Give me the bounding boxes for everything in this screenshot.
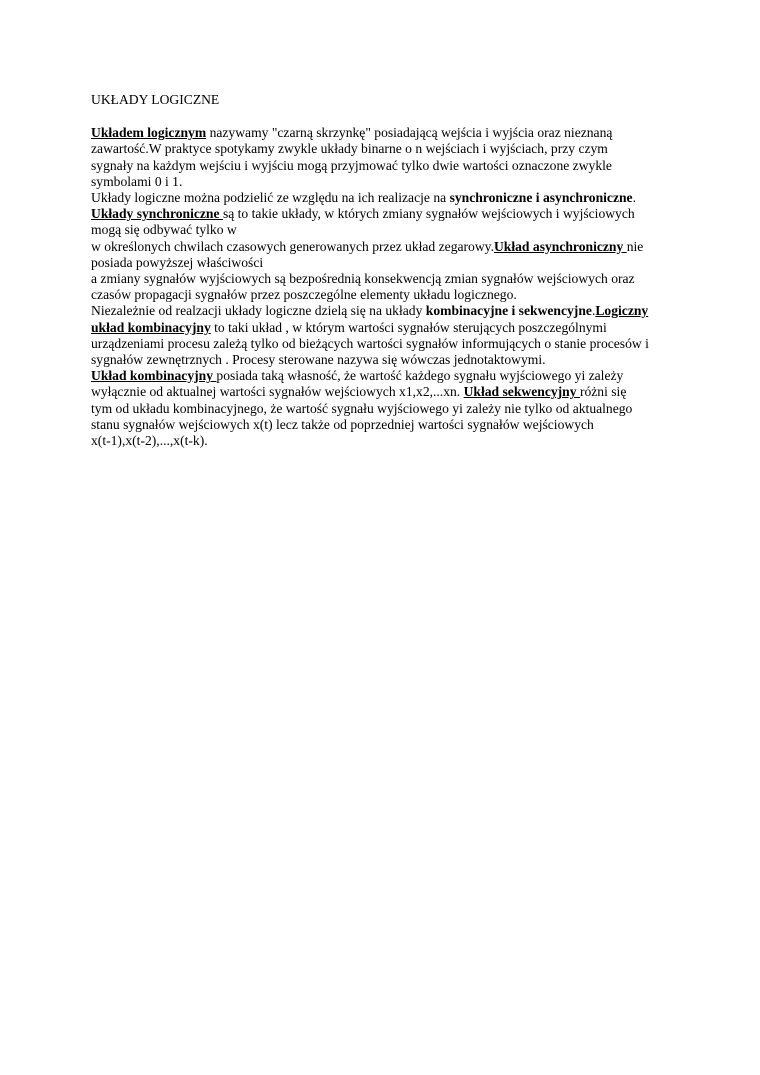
text-run: sygnały na każdym wejściu i wyjściu mogą przyjmować tylko dwie wartości oznaczone zwykle (91, 157, 612, 173)
text-line (91, 336, 681, 352)
emphasis-text: synchroniczne i asynchroniczne (449, 190, 633, 206)
text-line (91, 320, 681, 336)
text-run: różni się (579, 384, 627, 400)
text-line (91, 206, 681, 222)
document-title: UKŁADY LOGICZNE (91, 92, 220, 107)
term-heading: Układy synchroniczne (91, 206, 223, 222)
term-heading: Układ sekwencyjny (463, 384, 580, 400)
text-run: symbolami 0 i 1. (91, 173, 183, 189)
text-line (91, 352, 681, 368)
document-body (91, 125, 681, 449)
text-run: posiada taką własność, że wartość każdego sygnału wyjściowego yi zależy (216, 368, 624, 384)
text-run: Układy logiczne można podzielić ze względu na ich realizacje na (91, 190, 450, 206)
text-run: stanu sygnałów wejściowych x(t) lecz także od poprzedniej wartości sygnałów wejściowych (91, 416, 594, 432)
text-run: zawartość.W praktyce spotykamy zwykle układy binarne o n wejściach i wyjściach, przy czym (91, 141, 608, 157)
text-run: . (591, 303, 596, 319)
text-line (91, 174, 681, 190)
text-run: Niezależnie od realzacji układy logiczne dzielą się na układy (91, 303, 426, 319)
text-line (91, 190, 681, 206)
term-heading: Układem logicznym (91, 125, 207, 141)
text-line (91, 255, 681, 271)
text-run: tym od układu kombinacyjnego, że wartość sygnału wyjściowego yi zależy nie tylko od aktualnego (91, 400, 633, 416)
text-run: . (632, 190, 636, 206)
text-run: a zmiany sygnałów wyjściowych są bezpośrednią konsekwencją zmian sygnałów wejściowych oraz (91, 271, 635, 287)
text-run: urządzeniami procesu zależą tylko od bieżących wartości sygnałów informujących o stanie procesów i (91, 335, 649, 351)
text-line (91, 303, 681, 319)
text-line (91, 158, 681, 174)
text-run: x(t-1),x(t-2),...,x(t-k). (91, 433, 208, 449)
text-line (91, 368, 681, 384)
text-run: czasów propagacji sygnałów przez poszczególne elementy układu logicznego. (91, 287, 517, 303)
document-content (91, 92, 681, 449)
emphasis-text: kombinacyjne i sekwencyjne (425, 303, 592, 319)
text-line (91, 141, 681, 157)
term-heading: układ kombinacyjny (91, 319, 211, 335)
text-line (91, 433, 681, 449)
text-line (91, 239, 681, 255)
term-heading: Logiczny (595, 303, 649, 319)
text-line (91, 222, 681, 238)
text-run: mogą się odbywać tylko w (91, 222, 237, 238)
text-run: w określonych chwilach czasowych generowanych przez układ zegarowy. (91, 238, 494, 254)
text-line (91, 125, 681, 141)
text-line (91, 401, 681, 417)
text-run: nie (626, 238, 644, 254)
text-run: to taki układ , w którym wartości sygnałów sterujących poszczególnymi (210, 319, 607, 335)
text-line (91, 417, 681, 433)
text-run: posiada powyższej właściwości (91, 254, 264, 270)
term-heading: Układ kombinacyjny (91, 368, 217, 384)
text-run: wyłącznie od aktualnej wartości sygnałów wejściowych x1,x2,...xn. (91, 384, 464, 400)
term-heading: Układ asynchroniczny (493, 238, 627, 254)
text-line (91, 287, 681, 303)
text-run: są to takie układy, w których zmiany sygnałów wejściowych i wyjściowych (222, 206, 635, 222)
text-run: nazywamy "czarną skrzynkę" posiadającą wejścia i wyjścia oraz nieznaną (206, 125, 613, 141)
text-run: sygnałów zewnętrznych . Procesy sterowane nazywa się wówczas jednotaktowymi. (91, 352, 546, 368)
text-line (91, 271, 681, 287)
text-line (91, 384, 681, 400)
